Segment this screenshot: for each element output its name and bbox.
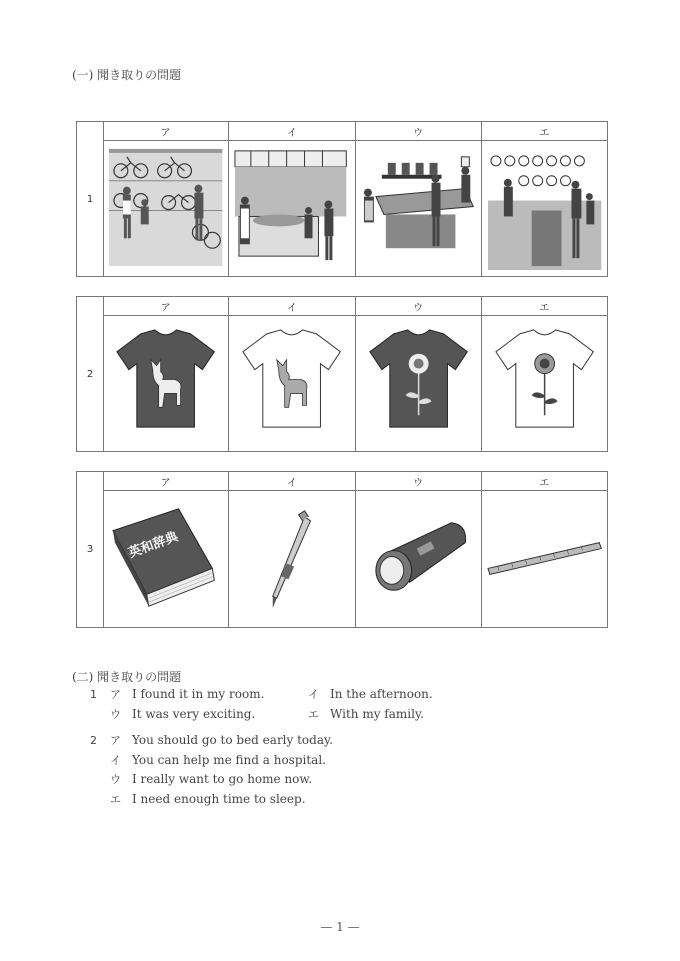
choice-a-label: ア	[103, 472, 229, 490]
question-number: 3	[77, 472, 104, 627]
choice-i-label: イ	[229, 297, 355, 315]
clock-shop-illustration	[482, 141, 607, 276]
choice-e-label: エ	[539, 302, 550, 314]
dictionary-title: 英和辞典	[126, 529, 181, 562]
option-key: エ	[110, 793, 121, 806]
option-text: In the afternoon.	[330, 687, 433, 701]
answer-option	[110, 791, 306, 807]
option-key: ウ	[110, 708, 121, 721]
choice-i-label: イ	[229, 122, 355, 140]
answer-option	[110, 686, 264, 702]
option-text: I found it in my room.	[132, 687, 265, 701]
page-number: — 1 —	[320, 920, 360, 934]
option-text: It was very exciting.	[132, 707, 256, 721]
section-1-heading: (一) 聞き取りの問題	[72, 68, 182, 82]
choice-u-label: ウ	[356, 472, 482, 490]
hat-shop-illustration	[356, 141, 482, 276]
choice-e-label: エ	[539, 477, 550, 489]
choice-a-label: ア	[103, 297, 229, 315]
choice-i-label: イ	[229, 472, 355, 490]
ruler-illustration	[482, 491, 607, 627]
option-text: You should go to bed early today.	[132, 733, 333, 747]
question-2-table	[76, 296, 608, 452]
food-counter-illustration	[229, 141, 355, 276]
option-text: I need enough time to sleep.	[132, 792, 306, 806]
answer-option	[308, 706, 424, 722]
option-key: ア	[110, 734, 121, 747]
white-sunflower-tshirt-illustration	[482, 316, 607, 451]
choice-a-label: ア	[103, 122, 229, 140]
question-1-table	[76, 121, 608, 277]
question-number: 1	[77, 122, 104, 276]
answer-option	[110, 732, 333, 748]
dictionary-illustration	[103, 491, 229, 627]
bicycle-shop-illustration	[103, 141, 229, 276]
answer-option	[110, 706, 255, 722]
option-key: イ	[308, 688, 319, 701]
answer-option	[110, 771, 312, 787]
question-2-2-number: 2	[90, 734, 97, 747]
dark-dog-tshirt-illustration	[103, 316, 229, 451]
choice-e-label: エ	[539, 127, 550, 139]
option-text: You can help me find a hospital.	[132, 753, 326, 767]
question-2-1-number: 1	[90, 688, 97, 701]
option-key: ア	[110, 688, 121, 701]
choice-u-label: ウ	[356, 297, 482, 315]
dark-sunflower-tshirt-illustration	[356, 316, 482, 451]
white-dog-tshirt-illustration	[229, 316, 355, 451]
section-2-heading: (二) 聞き取りの問題	[72, 670, 182, 684]
option-key: ウ	[110, 773, 121, 786]
question-3-table	[76, 471, 608, 628]
question-number: 2	[77, 297, 104, 451]
option-key: エ	[308, 708, 319, 721]
option-text: With my family.	[330, 707, 424, 721]
flashlight-illustration	[356, 491, 482, 627]
option-key: イ	[110, 754, 121, 767]
answer-option	[308, 686, 433, 702]
option-text: I really want to go home now.	[132, 772, 313, 786]
choice-u-label: ウ	[356, 122, 482, 140]
pen-illustration	[229, 491, 355, 627]
answer-option	[110, 752, 326, 768]
